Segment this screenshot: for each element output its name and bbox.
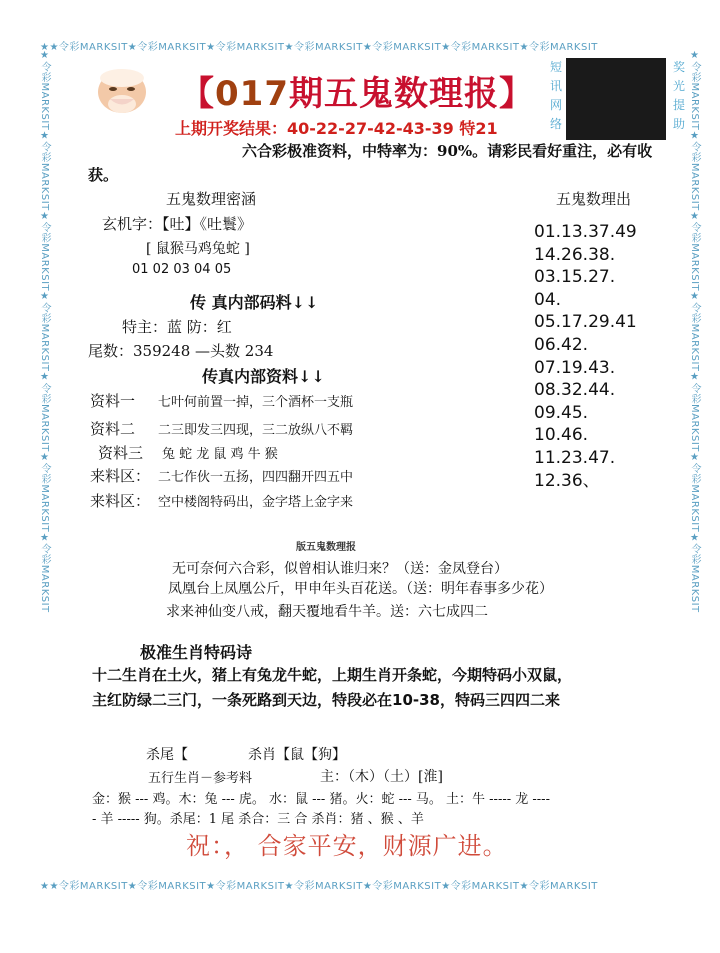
- resource-text: 空中楼阁特码出，金字塔上金字来: [158, 495, 354, 510]
- zodiac-numbers: 01 02 03 04 05: [132, 262, 232, 277]
- top-watermark-border: ★★令彩MARKSIT★令彩MARKSIT★令彩MARKSIT★令彩MARKSIT★令彩MARKSIT★令彩MARKSIT★令彩MARKSIT: [40, 42, 598, 52]
- right-section-title: 五鬼数理出: [556, 190, 632, 208]
- zhu-text: 主：（木）（土）[淮]: [320, 769, 443, 785]
- mascot-face-image: [92, 66, 152, 116]
- bottom-watermark-border: ★★令彩MARKSIT★令彩MARKSIT★令彩MARKSIT★令彩MARKSIT★令彩MARKSIT★令彩MARKSIT★令彩MARKSIT: [40, 881, 598, 891]
- blessing-text: 祝：， 合家平安，财源广进。: [186, 832, 508, 860]
- left-section-title: 五鬼数理密涵: [166, 190, 257, 208]
- right-watermark-border: ★令彩MARKSIT★令彩MARKSIT★令彩MARKSIT★令彩MARKSIT★令彩MARKSIT★令彩MARKSIT★令彩MARKSIT: [689, 50, 700, 613]
- title-text: 期五鬼数理报: [288, 74, 499, 114]
- previous-result: 上期开奖结果：40-22-27-42-43-39 特21: [175, 119, 498, 138]
- qr-code-image: [566, 58, 666, 140]
- zodiac-list: [ 鼠猴马鸡兔蛇 ]: [146, 241, 250, 257]
- verse-line-3: 求来神仙变八戒，翻天覆地看牛羊。送：六七成四二: [166, 604, 488, 620]
- resource-text: 七叶何前置一掉，三个酒杯一支瓶: [158, 395, 354, 410]
- number-item: 06.42.: [534, 334, 589, 355]
- fax-code-heading: 传 真内部码料↓↓: [190, 293, 319, 312]
- verse-line-2: 凤凰台上凤凰公斤，甲申年头百花送。（送：明年春事多少花）: [168, 581, 553, 597]
- number-item: 01.13.37.49: [534, 222, 637, 242]
- resource-label: 来料区：: [90, 492, 151, 510]
- xuanji-text: 玄机字：【吐】《吐鬟》: [102, 215, 253, 233]
- resource-text: 兔 蛇 龙 鼠 鸡 牛 猴: [162, 447, 278, 462]
- number-item: 10.46.: [534, 425, 589, 446]
- number-item: 11.23.47.: [534, 447, 616, 468]
- fax-data-heading: 传真内部资料↓↓: [202, 367, 325, 386]
- intro-line-2: 获。: [88, 166, 119, 184]
- elements-line-1: 金：猴 --- 鸡。木：兔 --- 虎。 水：鼠 --- 猪。火：蛇 --- 马。 土：牛 ----- 龙 ----: [92, 792, 550, 807]
- number-item: 14.26.38.: [534, 244, 616, 265]
- shawei-text: 杀尾【: [146, 747, 188, 763]
- elements-line-2: - 羊 ----- 狗。杀尾：1 尾 杀合：三 合 杀肖：猪 、猴 、羊: [92, 812, 424, 827]
- tezhu-text: 特主：蓝 防：红: [122, 318, 232, 336]
- weishu-text: 尾数：359248 —头数 234: [88, 342, 274, 360]
- number-item: 09.45.: [534, 402, 589, 423]
- resource-text: 二三即发三四现，三二放纵八不羁: [158, 423, 354, 438]
- number-list: [534, 221, 637, 492]
- number-item: 05.17.29.41: [534, 312, 637, 333]
- number-item: 07.19.43.: [534, 357, 616, 378]
- verse-line-1: 无可奈何六合彩，似曾相认谁归来？（送：金凤登台）: [172, 561, 508, 577]
- shaxiao-text: 杀肖【鼠【狗】: [248, 747, 346, 763]
- issue-number: 017: [215, 74, 289, 114]
- poem-title: 极准生肖特码诗: [140, 643, 253, 662]
- resource-label: 资料三: [98, 444, 144, 462]
- number-item: 04.: [534, 289, 562, 310]
- qr-side-left-text: 短讯网络: [549, 60, 562, 131]
- resource-label: 资料二: [90, 420, 136, 438]
- poem-line-1: 十二生肖在土火，猪上有兔龙牛蛇，上期生肖开条蛇，今期特码小双鼠，: [92, 666, 573, 684]
- intro-line-1: 六合彩极准资料，中特率为：90%。请彩民看好重注，必有收: [242, 142, 653, 160]
- wuxing-text: 五行生肖－参考料: [148, 771, 253, 786]
- number-item: 08.32.44.: [534, 380, 616, 401]
- number-item: 03.15.27.: [534, 267, 616, 288]
- left-watermark-border: ★令彩MARKSIT★令彩MARKSIT★令彩MARKSIT★令彩MARKSIT★令彩MARKSIT★令彩MARKSIT★令彩MARKSIT: [39, 50, 50, 613]
- qr-side-right-text: 奖光提助: [672, 60, 685, 131]
- resource-label: 来料区：: [90, 467, 151, 485]
- poem-line-2: 主红防绿二三门，一条死路到天边，特段必在10-38，特码三四四二来: [92, 691, 560, 709]
- resource-text: 二七作伙一五扬，四四翻开四五中: [158, 470, 354, 485]
- title-bracket-close: 】: [498, 74, 534, 114]
- title-bracket-open: 【: [180, 74, 215, 114]
- resource-label: 资料一: [90, 392, 136, 410]
- number-item: 12.36、: [534, 470, 600, 491]
- page-title: [180, 66, 534, 115]
- middle-section-title: 版五鬼数理报: [296, 542, 356, 553]
